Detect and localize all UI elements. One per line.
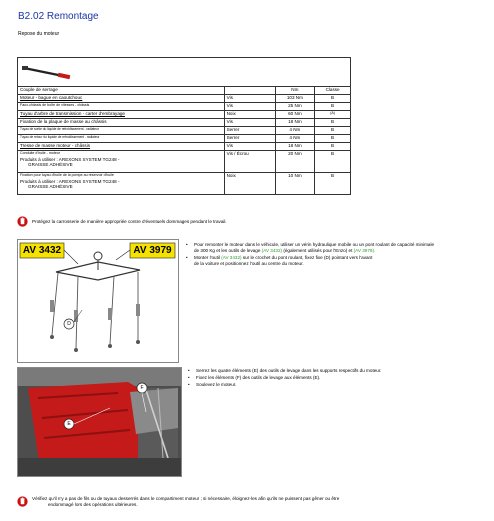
tool-label-av3979: AV 3979	[133, 245, 172, 256]
callout-e: E	[67, 421, 71, 427]
header-nm: Nm	[275, 87, 315, 95]
tool-image-row	[18, 58, 351, 87]
list-item: • Monter l'outil (AV 3432) sur le crochet du pont roulant, fixez fixe (D) pointant vers l'avant de la voiture et positionnez l'outil au centre du moteur.	[186, 255, 373, 266]
page-title: B2.02 Remontage	[18, 11, 99, 22]
table-row	[18, 173, 351, 195]
row-class: (A)	[315, 111, 351, 119]
stop-hand-icon	[17, 216, 28, 227]
table-row	[18, 151, 351, 173]
row-class: B	[315, 119, 351, 127]
table-row	[18, 143, 351, 151]
section-subtitle: Repose du moteur	[18, 31, 60, 37]
instruction-step-1	[186, 242, 486, 268]
torque-table	[17, 57, 351, 195]
row-class: B	[315, 95, 351, 103]
row-fastener: Vis	[224, 103, 275, 111]
row-description: Fixation pour tuyau d'huile de la pompe au réservoir d'huile	[20, 173, 114, 178]
row-description: Fixation de la plaque de masse au châssis	[18, 119, 225, 127]
list-item: • Serrez les quatre éléments (E) des outils de levage dans les supports respectifs du moteur.	[188, 368, 382, 373]
header-class: Classe	[315, 87, 351, 95]
table-row	[18, 103, 351, 111]
row-description: Moteur - bague en caoutchouc	[18, 95, 225, 103]
row-torque: 18 Nm	[275, 143, 315, 151]
row-class: B	[315, 135, 351, 143]
row-torque: 18 Nm	[275, 119, 315, 127]
warning-note-wires	[17, 496, 487, 508]
row-fastener: Noix	[224, 173, 275, 195]
row-torque: 20 Nm	[275, 151, 315, 173]
row-torque: 103 Nm	[275, 95, 315, 103]
row-torque: 4 Nm	[275, 135, 315, 143]
table-header-row	[18, 87, 351, 95]
row-torque: 25 Nm	[275, 103, 315, 111]
row-class: B	[315, 143, 351, 151]
table-row	[18, 95, 351, 103]
table-row	[18, 111, 351, 119]
row-description: Tuyau de sortie du liquide de refroidissement - radiateur	[18, 127, 225, 135]
instruction-step-2	[188, 368, 484, 389]
row-fastener: Vis	[224, 143, 275, 151]
row-fastener: Serrer	[224, 135, 275, 143]
header-label: Couple de serrage	[18, 87, 225, 95]
warning-text: Vérifiez qu'il n'y a pas de fils ou de tuyaux desserrés dans le compartiment moteur ; si nécessaire, éloignez-les afin qu'ils ne puissent pas gêner ou être endommagé lors des opérations ultérieures.	[32, 496, 340, 507]
warning-text: Protégez la carrosserie de manière appropriée contre d'éventuels dommages pendant le travail.	[32, 219, 227, 224]
row-description: Faux-châssis de boîte de vitesses - châssis	[18, 103, 225, 111]
row-description-cell	[18, 173, 225, 195]
row-grease: GRAISSE ADHÉSIVE	[28, 184, 73, 190]
lifting-tool-illustration	[18, 240, 178, 362]
row-fastener: Serrer	[224, 127, 275, 135]
row-description-cell	[18, 151, 225, 173]
lifting-tool-figure	[17, 239, 179, 363]
list-item: • Fixez les éléments (F) des outils de levage aux éléments (E).	[188, 375, 321, 380]
row-description: Tuyau de retour du liquide de refroidissement - radiateur	[18, 135, 225, 143]
row-product: Produits à utiliser : AREXONS SYSTEM TG248 -	[20, 156, 120, 162]
row-grease: GRAISSE ADHÉSIVE	[28, 162, 73, 168]
stop-hand-icon	[17, 496, 28, 507]
row-product: Produits à utiliser : AREXONS SYSTEM TG248 -	[20, 178, 120, 184]
torque-wrench-icon	[18, 58, 78, 85]
row-fastener: Vis / Écrou	[224, 151, 275, 173]
row-fastener: Noix	[224, 111, 275, 119]
list-item: • Soulevez le moteur.	[188, 382, 237, 387]
tool-label-av3432: AV 3432	[22, 245, 62, 256]
row-description: Tresse de masse moteur - châssis	[18, 143, 225, 151]
row-class: B	[315, 103, 351, 111]
warning-note-bodywork	[17, 216, 347, 227]
row-torque: 10 Nm	[275, 173, 315, 195]
list-item: • Pour remonter le moteur dans le véhicule, utiliser un vérin hydraulique mobile ou un pont roulant de capacité minimale de 300 Kg et les outils de levage (AV 3432) (également utilisés pour l'Enzo) et (AV 3979).	[186, 242, 435, 253]
callout-d: D	[67, 321, 71, 327]
row-description: Tuyau d'arbre de transmission - carter d'embrayage	[18, 111, 225, 119]
row-class: B	[315, 127, 351, 135]
row-torque: 4 Nm	[275, 127, 315, 135]
row-description: Conduite d'huile - moteur	[20, 151, 61, 156]
row-torque: 60 Nm	[275, 111, 315, 119]
callout-f: F	[140, 385, 144, 391]
row-fastener: Vis	[224, 95, 275, 103]
table-row	[18, 119, 351, 127]
row-class: B	[315, 173, 351, 195]
row-class: B	[315, 151, 351, 173]
engine-photo	[18, 368, 181, 476]
engine-photo-figure	[17, 367, 182, 477]
table-row	[18, 127, 351, 135]
row-fastener: Vis	[224, 119, 275, 127]
table-row	[18, 135, 351, 143]
